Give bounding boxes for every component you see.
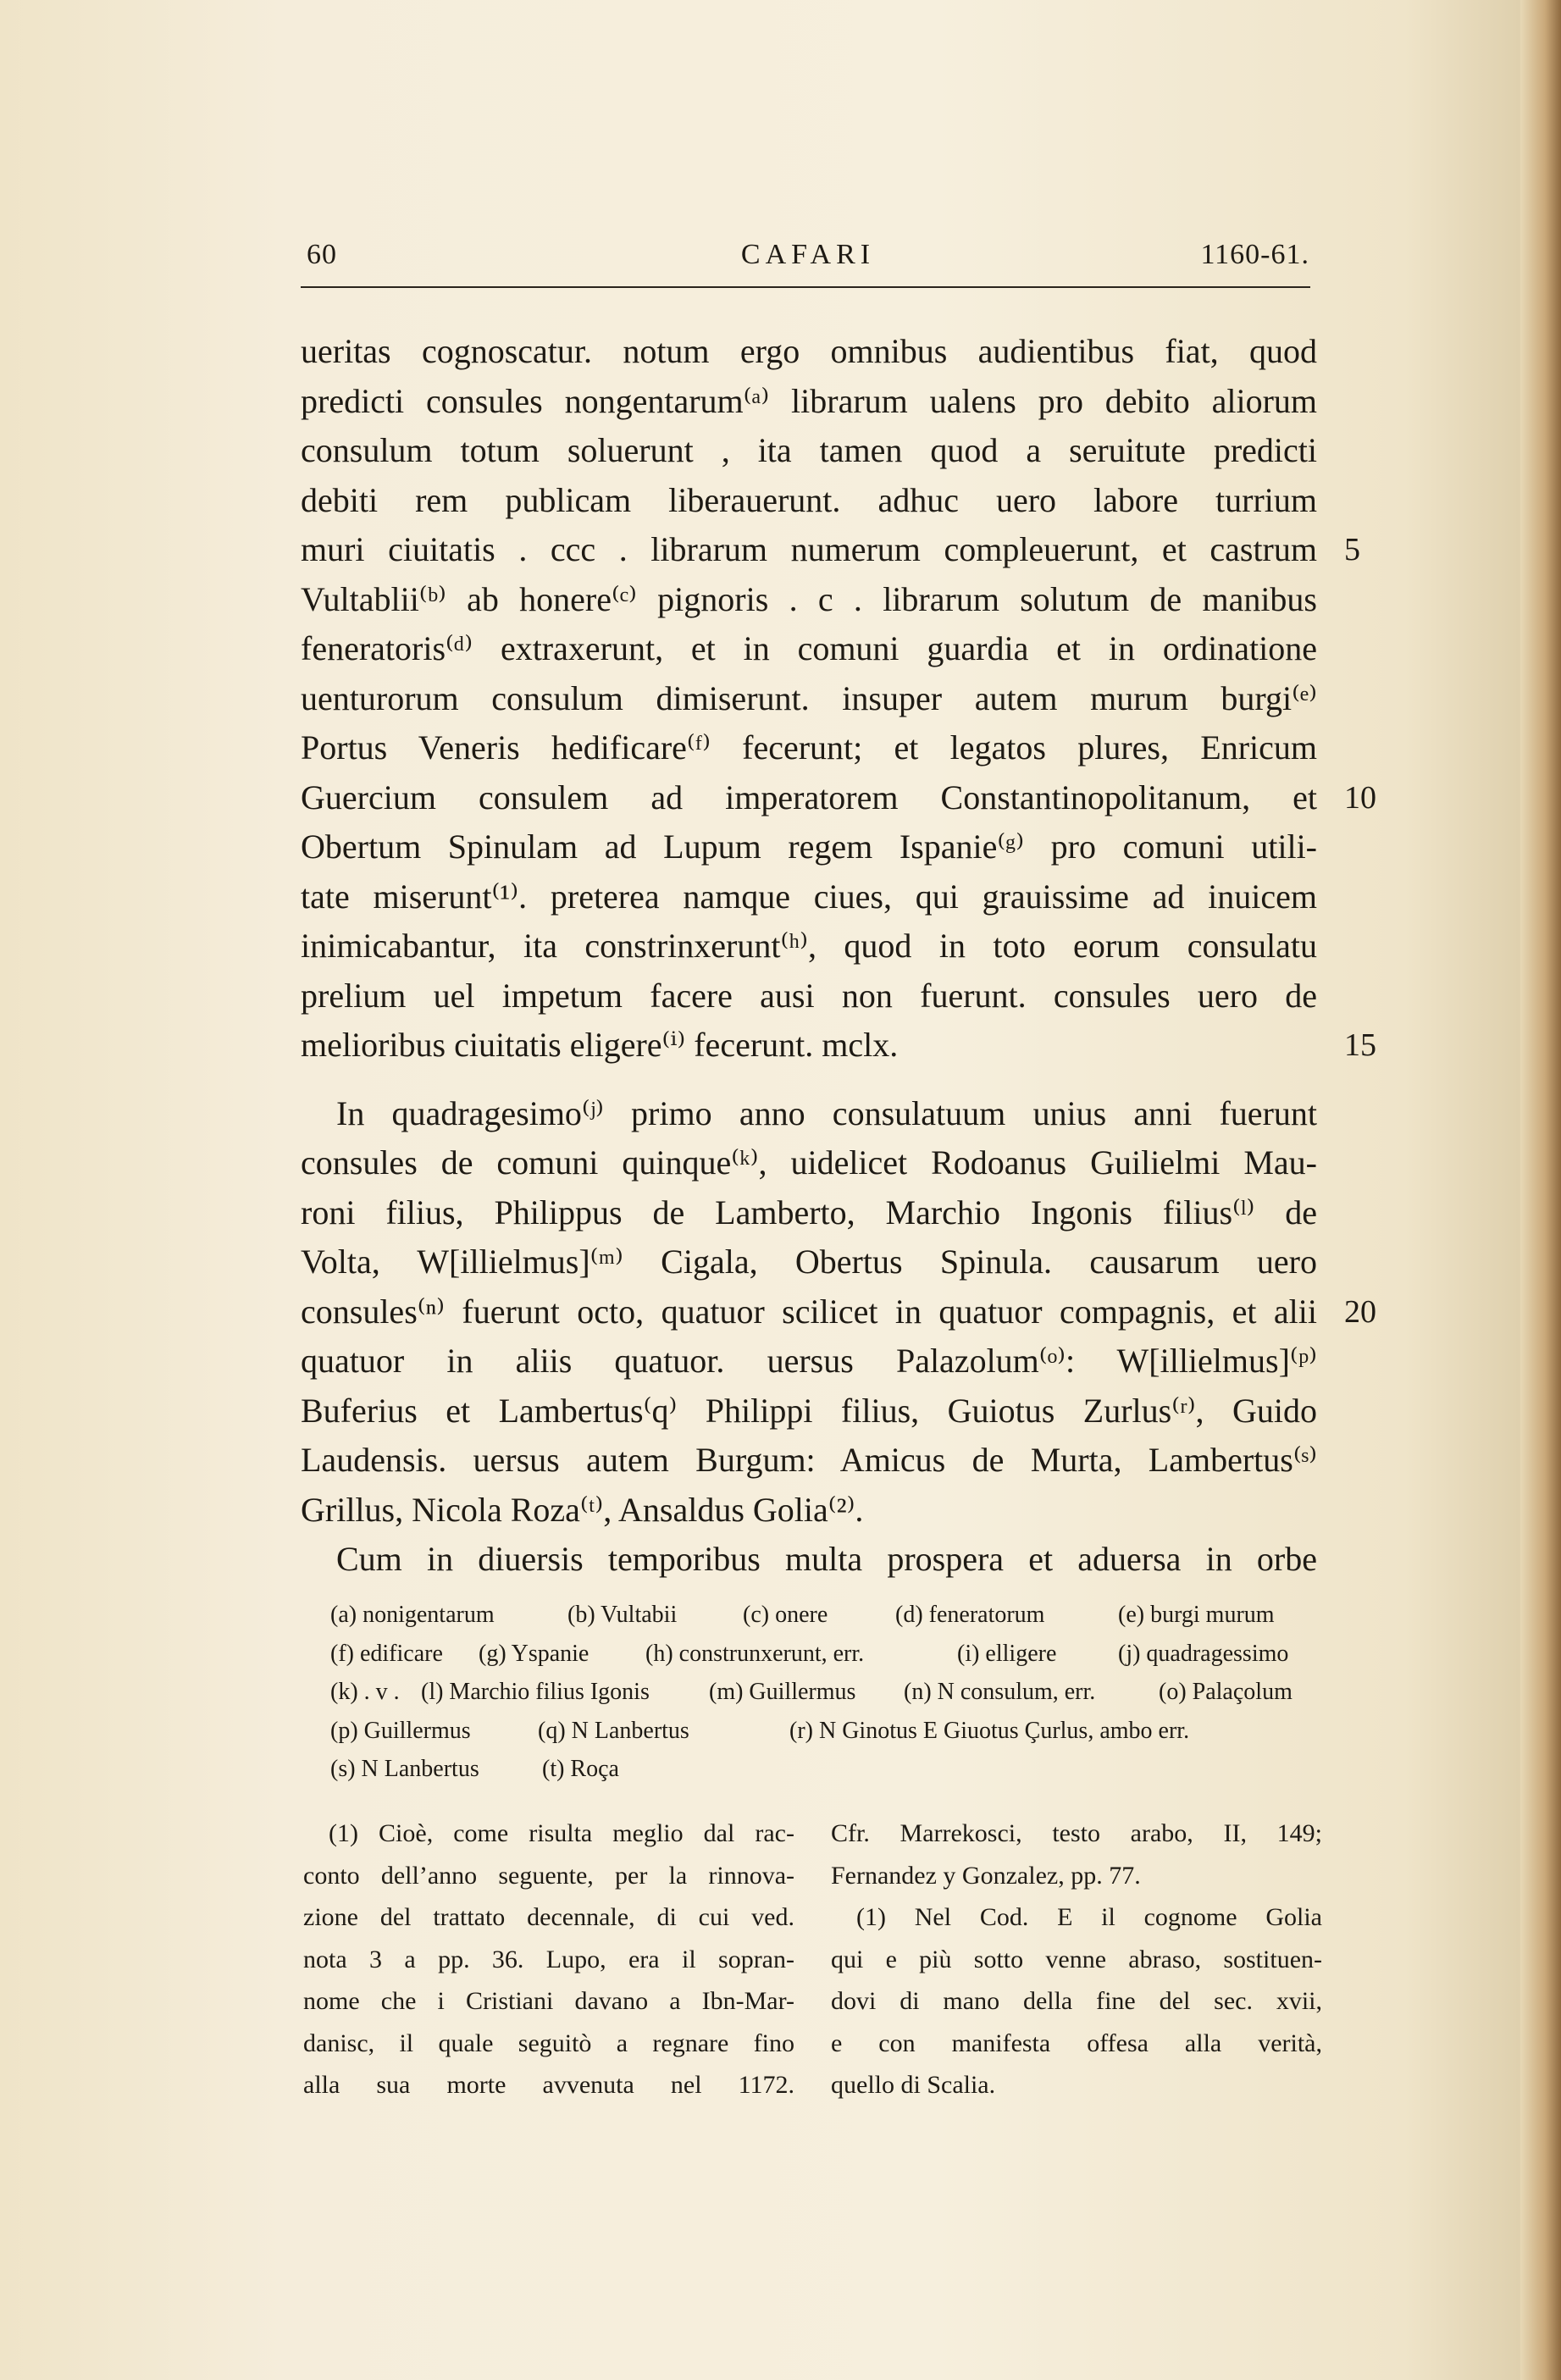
footnote-line: Fernandez y Gonzalez, pp. 77. (831, 1861, 1141, 1890)
page-title: CAFARI (740, 239, 876, 270)
variant-notes (330, 1596, 1313, 1789)
text-line: consules de comuni quinque⁽ᵏ⁾, uidelicet Rodoanus Guilielmi Mau- (301, 1143, 1317, 1182)
text-line: Vultablii⁽ᵇ⁾ ab honere⁽ᶜ⁾ pignoris . c . librarum solutum de manibus (301, 579, 1317, 618)
footnote-line: dovi di mano della fine del sec. xvii, (831, 1987, 1322, 2015)
text-line: feneratoris⁽ᵈ⁾ extraxerunt, et in comuni guardia et in ordinatione (301, 629, 1317, 667)
variant-note: (k) . v . (330, 1679, 400, 1705)
text-line (301, 773, 1376, 823)
footnotes-right (831, 1813, 1322, 2106)
footnote-line: nome che i Cristiani davano a Ibn-Mar- (303, 1987, 794, 2015)
variant-note: (f) edificare (330, 1640, 443, 1667)
text-line: Buferius et Lambertus⁽q⁾ Philippi filius, Guiotus Zurlus⁽ʳ⁾, Guido (301, 1391, 1317, 1430)
text-line: Grillus, Nicola Roza⁽ᵗ⁾, Ansaldus Golia⁽²⁾. (301, 1490, 864, 1529)
variant-note: (m) Guillermus (709, 1679, 856, 1705)
footnotes-left (303, 1813, 794, 2106)
text-line-content: muri ciuitatis . ccc . librarum numerum compleuerunt, et castrum (301, 530, 1317, 568)
variant-note: (c) onere (743, 1602, 828, 1628)
text-line-content: melioribus ciuitatis eligere⁽ⁱ⁾ fecerunt. mclx. (301, 1026, 899, 1064)
margin-number: 20 (1344, 1293, 1376, 1330)
margin-number: 10 (1344, 779, 1376, 816)
text-line: roni filius, Philippus de Lamberto, Marchio Ingonis filius⁽ˡ⁾ de (301, 1193, 1317, 1232)
footnote-line: (1) Nel Cod. E il cognome Golia (856, 1903, 1322, 1931)
margin-number: 15 (1344, 1027, 1376, 1063)
text-line (301, 1287, 1376, 1337)
text-line: inimicabantur, ita constrinxerunt⁽ʰ⁾, quod in toto eorum consulatu (301, 927, 1317, 965)
page-years: 1160-61. (1200, 239, 1309, 270)
text-line: ueritas cognoscatur. notum ergo omnibus audientibus fiat, quod (301, 332, 1317, 370)
running-header (307, 239, 1309, 290)
footnote-line: alla sua morte avvenuta nel 1172. (303, 2071, 794, 2099)
text-line (301, 525, 1360, 575)
text-line: Volta, W[illielmus]⁽ᵐ⁾ Cigala, Obertus Spinula. causarum uero (301, 1243, 1317, 1281)
variant-note: (p) Guillermus (330, 1717, 471, 1744)
variant-note: (i) elligere (957, 1640, 1057, 1667)
text-line-content: consules⁽ⁿ⁾ fuerunt octo, quatuor scilicet in quatuor compagnis, et alii (301, 1292, 1317, 1331)
variant-note: (q) N Lanbertus (538, 1717, 689, 1744)
text-line: predicti consules nongentarum⁽ᵃ⁾ librarum ualens pro debito aliorum (301, 381, 1317, 420)
text-line: tate miserunt⁽¹⁾. preterea namque ciues, qui grauissime ad inuicem (301, 877, 1317, 916)
page-number: 60 (307, 239, 337, 270)
text-line: In quadragesimo⁽ʲ⁾ primo anno consulatuum unius anni fuerunt (336, 1093, 1317, 1132)
footnote-line: (1) Cioè, come risulta meglio dal rac- (329, 1819, 794, 1847)
footnote-line: quello di Scalia. (831, 2071, 996, 2099)
header-rule (301, 286, 1310, 288)
variant-note: (j) quadragessimo (1118, 1640, 1289, 1667)
text-line: prelium uel impetum facere ausi non fuerunt. consules uero de (301, 976, 1317, 1015)
text-line-content: Guercium consulem ad imperatorem Constantinopolitanum, et (301, 778, 1317, 816)
margin-number: 5 (1344, 532, 1360, 567)
text-line: Cum in diuersis temporibus multa prospera et aduersa in orbe (336, 1540, 1317, 1578)
variant-note: (b) Vultabii (567, 1602, 678, 1628)
footnote-line: nota 3 a pp. 36. Lupo, era il sopran- (303, 1945, 794, 1973)
variant-note: (s) N Lanbertus (330, 1756, 479, 1782)
page-edge (1520, 0, 1561, 2380)
footnote-line: qui e più sotto venne abraso, sostituen- (831, 1945, 1322, 1973)
footnote-line: e con manifesta offesa alla verità, (831, 2029, 1322, 2057)
variant-note: (d) feneratorum (895, 1602, 1045, 1628)
text-line: Obertum Spinulam ad Lupum regem Ispanie⁽ᵍ⁾ pro comuni utili- (301, 827, 1317, 866)
text-line: uenturorum consulum dimiserunt. insuper autem murum burgi⁽ᵉ⁾ (301, 678, 1317, 717)
text-line: Laudensis. uersus autem Burgum: Amicus de Murta, Lambertus⁽ˢ⁾ (301, 1441, 1317, 1479)
text-line: debiti rem publicam liberauerunt. adhuc uero labore turrium (301, 480, 1317, 519)
text-line: consulum totum soluerunt , ita tamen quod a seruitute predicti (301, 431, 1317, 469)
text-line: quatuor in aliis quatuor. uersus Palazolum⁽ᵒ⁾: W[illielmus]⁽ᵖ⁾ (301, 1342, 1317, 1380)
variant-note: (n) N consulum, err. (904, 1679, 1096, 1705)
footnote-line: danisc, il quale seguitò a regnare fino (303, 2029, 794, 2057)
variant-note: (l) Marchio filius Igonis (421, 1679, 650, 1705)
variant-note: (r) N Ginotus E Giuotus Çurlus, ambo err. (789, 1717, 1190, 1744)
text-line (301, 1021, 1376, 1071)
footnote-line: conto dell’anno seguente, per la rinnova- (303, 1861, 794, 1890)
variant-note: (e) burgi murum (1118, 1602, 1275, 1628)
variant-note: (o) Palaçolum (1159, 1679, 1293, 1705)
variant-note: (a) nonigentarum (330, 1602, 495, 1628)
variant-note: (t) Roça (542, 1756, 619, 1782)
variant-note: (g) Yspanie (479, 1640, 590, 1667)
text-line: Portus Veneris hedificare⁽ᶠ⁾ fecerunt; et legatos plures, Enricum (301, 728, 1317, 767)
variant-note: (h) construnxerunt, err. (645, 1640, 865, 1667)
footnote-line: Cfr. Marrekosci, testo arabo, II, 149; (831, 1819, 1322, 1847)
footnote-line: zione del trattato decennale, di cui ved. (303, 1903, 794, 1931)
main-text (301, 327, 1376, 1585)
